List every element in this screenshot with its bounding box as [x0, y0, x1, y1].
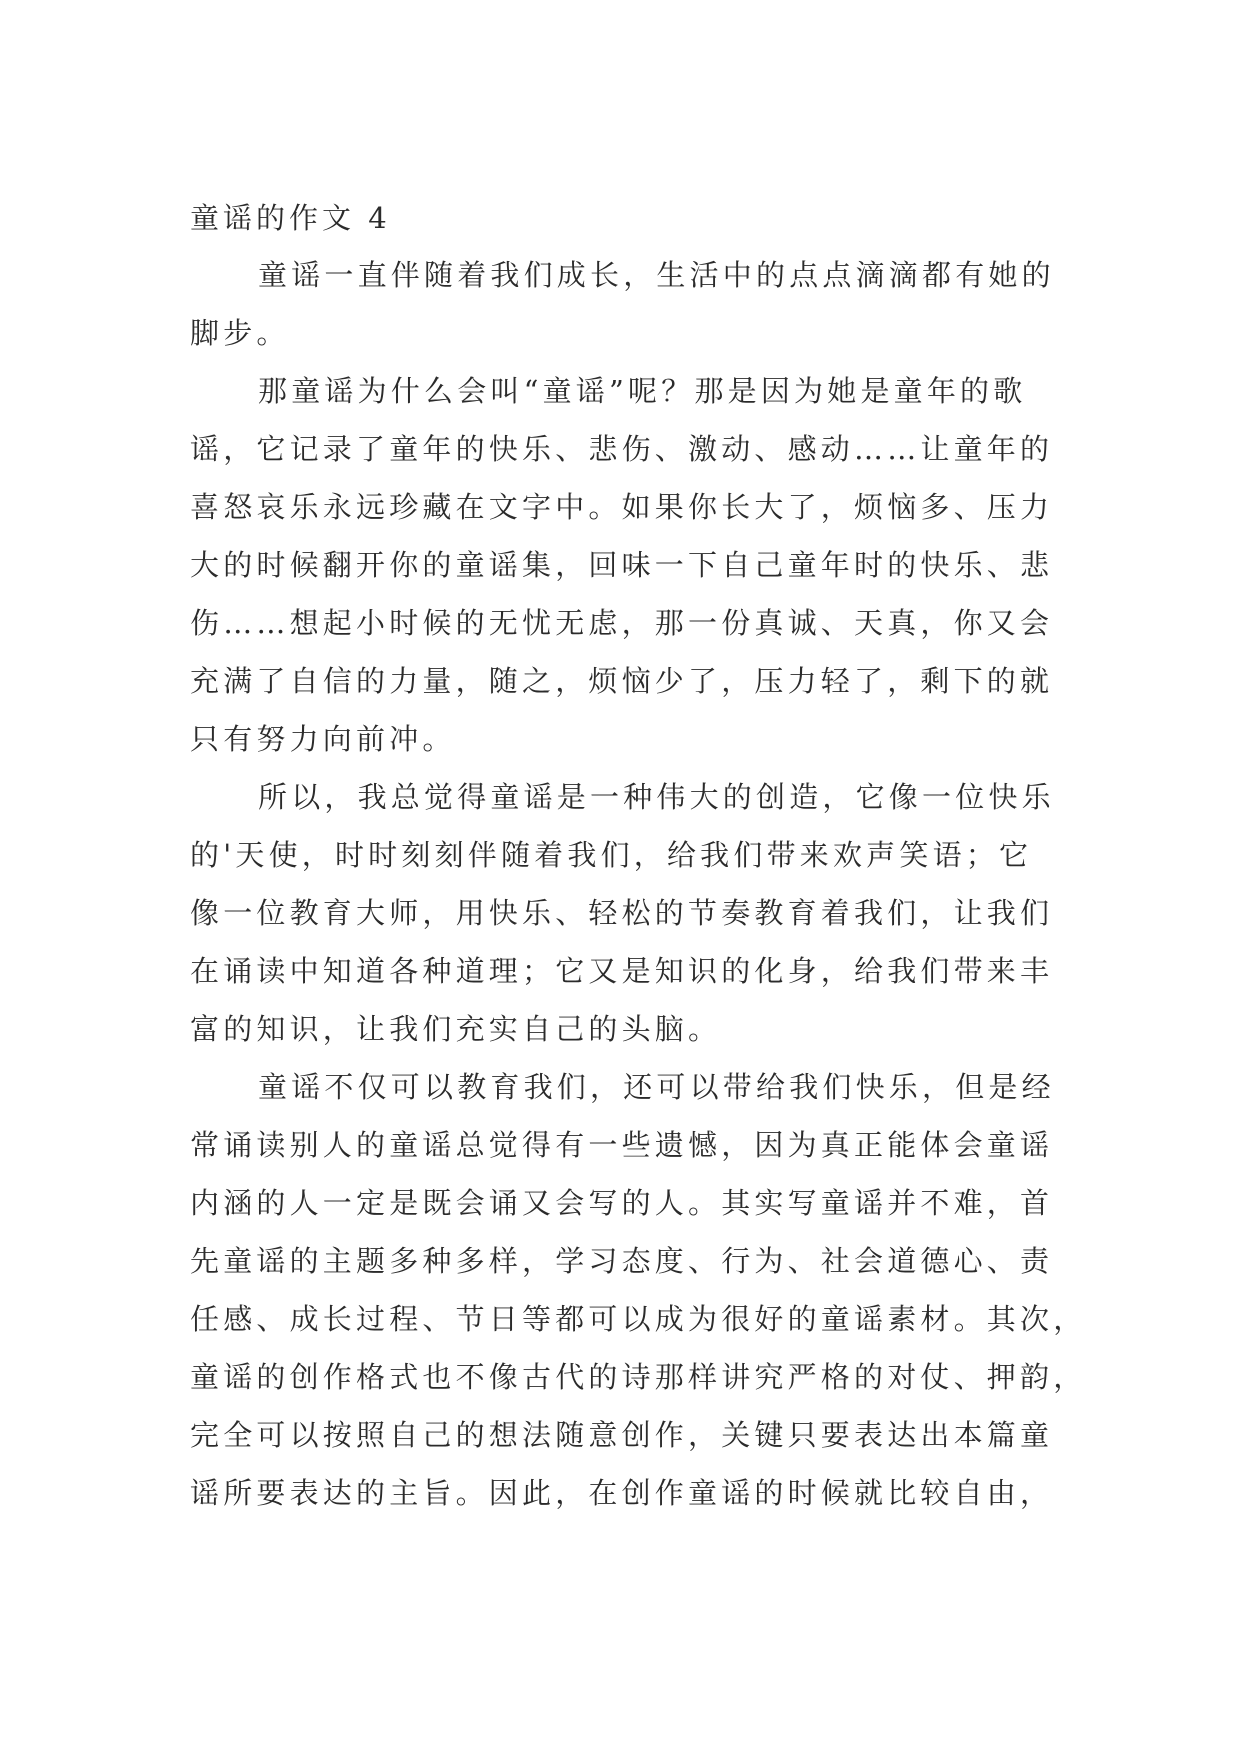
paragraph-line: 喜怒哀乐永远珍藏在文字中。如果你长大了，烦恼多、压力 [190, 490, 1054, 524]
paragraph-line: 的'天使，时时刻刻伴随着我们，给我们带来欢声笑语；它 [190, 838, 1033, 872]
paragraph-line: 伤……想起小时候的无忧无虑，那一份真诚、天真，你又会 [190, 606, 1054, 640]
paragraph-line: 充满了自信的力量，随之，烦恼少了，压力轻了，剩下的就 [190, 664, 1054, 698]
paragraph-line: 只有努力向前冲。 [190, 722, 456, 756]
paragraph-line: 任感、成长过程、节日等都可以成为很好的童谣素材。其次， [190, 1302, 1087, 1336]
paragraph-3 [190, 768, 1058, 1058]
paragraph-line: 童谣不仅可以教育我们，还可以带给我们快乐，但是经 [258, 1070, 1055, 1104]
paragraph-line: 常诵读别人的童谣总觉得有一些遗憾，因为真正能体会童谣 [190, 1128, 1054, 1162]
paragraph-line: 在诵读中知道各种道理；它又是知识的化身，给我们带来丰 [190, 954, 1054, 988]
paragraph-line: 那童谣为什么会叫“童谣”呢？那是因为她是童年的歌 [258, 374, 1027, 408]
paragraph-line: 完全可以按照自己的想法随意创作，关键只要表达出本篇童 [190, 1418, 1054, 1452]
paragraph-line: 先童谣的主题多种多样，学习态度、行为、社会道德心、责 [190, 1244, 1054, 1278]
document-body [190, 190, 1087, 1522]
paragraph-line: 富的知识，让我们充实自己的头脑。 [190, 1012, 722, 1046]
paragraph-2 [190, 362, 1058, 768]
paragraph-line: 童谣一直伴随着我们成长，生活中的点点滴滴都有她的 [258, 258, 1055, 292]
paragraph-line: 谣，它记录了童年的快乐、悲伤、激动、感动……让童年的 [190, 432, 1054, 466]
paragraph-line: 内涵的人一定是既会诵又会写的人。其实写童谣并不难，首 [190, 1186, 1054, 1220]
paragraph-4 [190, 1058, 1087, 1522]
paragraph-line: 童谣的创作格式也不像古代的诗那样讲究严格的对仗、押韵， [190, 1360, 1087, 1394]
document-title: 童谣的作文 4 [190, 201, 391, 235]
paragraph-line: 脚步。 [190, 316, 290, 350]
paragraph-line: 所以，我总觉得童谣是一种伟大的创造，它像一位快乐 [258, 780, 1055, 814]
paragraph-line: 像一位教育大师，用快乐、轻松的节奏教育着我们，让我们 [190, 896, 1054, 930]
paragraph-1 [190, 246, 1058, 362]
paragraph-line: 谣所要表达的主旨。因此，在创作童谣的时候就比较自由， [190, 1476, 1054, 1510]
paragraph-line: 大的时候翻开你的童谣集，回味一下自己童年时的快乐、悲 [190, 548, 1054, 582]
